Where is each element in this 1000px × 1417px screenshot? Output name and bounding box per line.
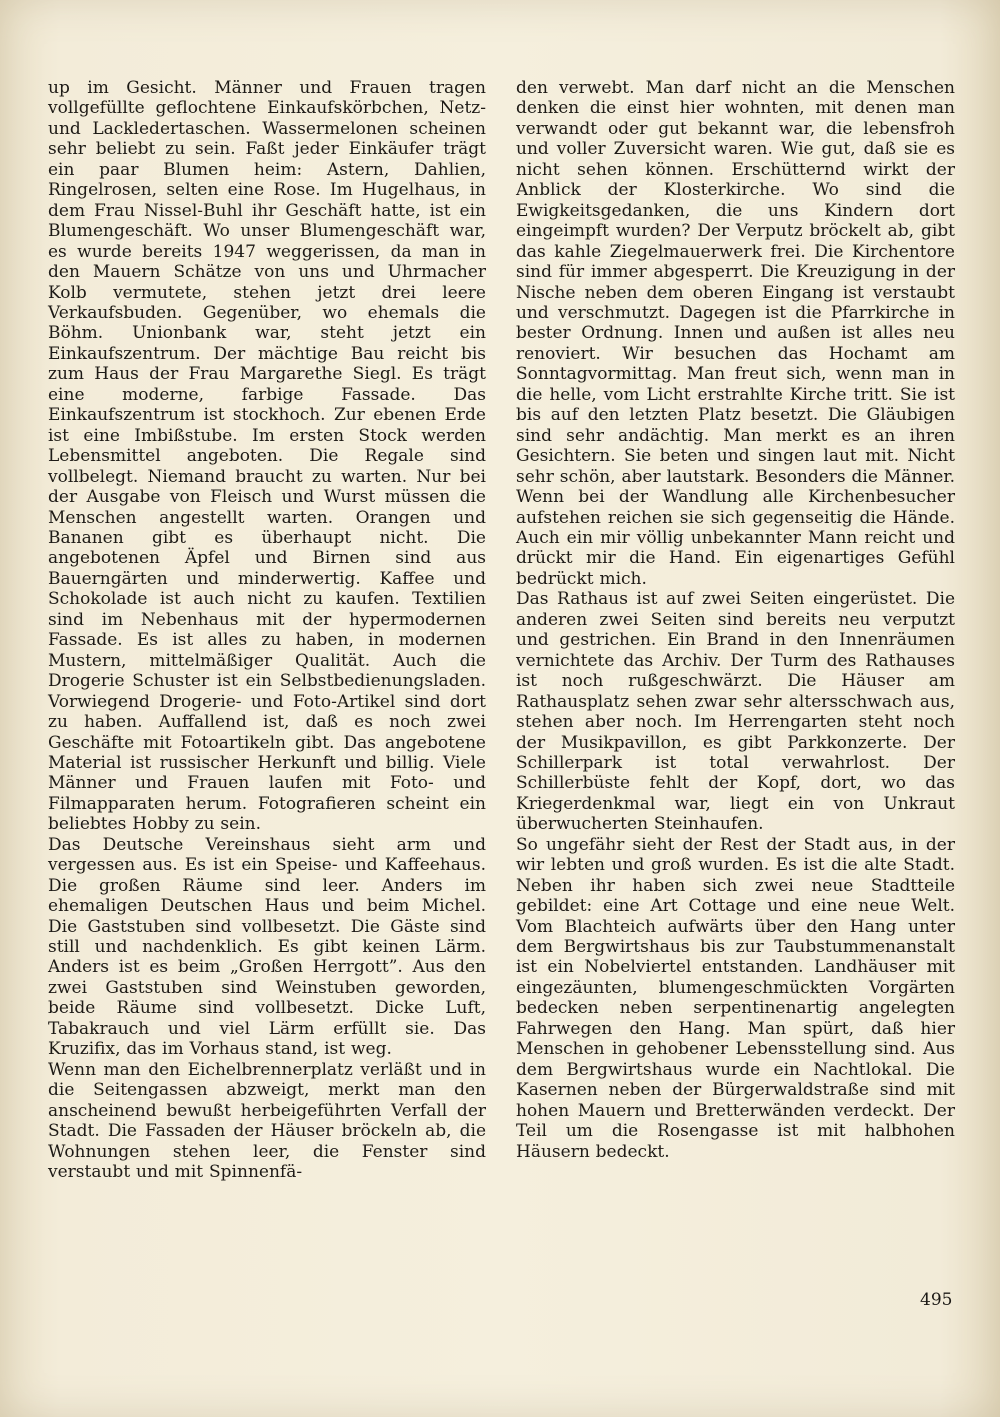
paragraph: den verwebt. Man darf nicht an die Menschen denken die einst hier wohnten, mit denen man verwandt oder gut bekannt war, die lebensfroh und voller Zuversicht waren. Wie gut, daß sie es nicht sehen können. Erschütternd wirkt der Anblick der Klosterkirche. Wo sind die Ewigkeitsgedanken, die uns Kindern dort eingeimpft wurden? Der Verputz bröckelt ab, gibt das kahle Ziegelmauerwerk frei. Die Kirchentore sind für immer abgesperrt. Die Kreuzigung in der Nische neben dem oberen Eingang ist verstaubt und verschmutzt. Dagegen ist die Pfarrkirche in bester Ordnung. Innen und außen ist alles neu renoviert. Wir besuchen das Hochamt am Sonntagvormittag. Man freut sich, wenn man in die helle, vom Licht erstrahlte Kirche tritt. Sie ist bis auf den letzten Platz besetzt. Die Gläubigen sind sehr andächtig. Man merkt es an ihren Gesichtern. Sie beten und singen laut mit. Nicht sehr schön, aber lautstark. Besonders die Männer. Wenn bei der Wandlung alle Kirchenbesucher aufstehen reichen sie sich gegenseitig die Hände. Auch ein mir völlig unbekannter Mann reicht und drückt mir die Hand. Ein eigenartiges Gefühl bedrückt mich.: [516, 78, 955, 589]
paragraph: Das Deutsche Vereinshaus sieht arm und vergessen aus. Es ist ein Speise- und Kaffeehaus. Die großen Räume sind leer. Anders im ehemaligen Deutschen Haus und beim Michel. Die Gaststuben sind vollbesetzt. Die Gäste sind still und nachdenklich. Es gibt keinen Lärm. Anders ist es beim „Großen Herrgott”. Aus den zwei Gaststuben sind Weinstuben geworden, beide Räume sind vollbesetzt. Dicke Luft, Tabakrauch und viel Lärm erfüllt sie. Das Kruzifix, das im Vorhaus stand, ist weg.: [48, 834, 486, 1060]
paragraph: Wenn man den Eichelbrennerplatz verläßt und in die Seitengassen abzweigt, merkt man den anscheinend bewußt herbeigeführten Verfall der Stadt. Die Fassaden der Häuser bröckeln ab, die Wohnungen stehen leer, die Fenster sind verstaubt und mit Spinnenfä-: [48, 1059, 486, 1183]
left-text-column: [48, 78, 486, 1182]
paragraph: So ungefähr sieht der Rest der Stadt aus, in der wir lebten und groß wurden. Es ist die alte Stadt. Neben ihr haben sich zwei neue Stadtteile gebildet: eine Art Cottage und eine neue Welt. Vom Blachteich aufwärts über den Hang unter dem Bergwirtshaus bis zur Taubstummenanstalt ist ein Nobelviertel entstanden. Landhäuser mit eingezäunten, blumengeschmückten Vorgärten bedecken neben serpentinenartig angelegten Fahrwegen den Hang. Man spürt, daß hier Menschen in gehobener Lebensstellung sind. Aus dem Bergwirtshaus wurde ein Nachtlokal. Die Kasernen neben der Bürgerwaldstraße sind mit hohen Mauern und Bretterwänden verdeckt. Der Teil um die Rosengasse ist mit halbhohen Häusern bedeckt.: [516, 834, 955, 1162]
right-text-column: [516, 78, 955, 1162]
page-number: 495: [920, 1290, 953, 1310]
paragraph: Das Rathaus ist auf zwei Seiten eingerüstet. Die anderen zwei Seiten sind bereits neu verputzt und gestrichen. Ein Brand in den Innenräumen vernichtete das Archiv. Der Turm des Rathauses ist noch rußgeschwärzt. Die Häuser am Rathausplatz sehen zwar sehr altersschwach aus, stehen aber noch. Im Herrengarten steht noch der Musikpavillon, es gibt Parkkonzerte. Der Schillerpark ist total verwahrlost. Der Schillerbüste fehlt der Kopf, dort, wo das Kriegerdenkmal war, liegt ein von Unkraut überwucherten Steinhaufen.: [516, 589, 955, 835]
paragraph: up im Gesicht. Männer und Frauen tragen vollgefüllte geflochtene Einkaufskörbchen, Netz- und Lackledertaschen. Wassermelonen scheinen sehr beliebt zu sein. Faßt jeder Einkäufer trägt ein paar Blumen heim: Astern, Dahlien, Ringelrosen, selten eine Rose. Im Hugelhaus, in dem Frau Nissel-Buhl ihr Geschäft hatte, ist ein Blumengeschäft. Wo unser Blumengeschäft war, es wurde bereits 1947 weggerissen, da man in den Mauern Schätze von uns und Uhrmacher Kolb vermutete, stehen jetzt drei leere Verkaufsbuden. Gegenüber, wo ehemals die Böhm. Unionbank war, steht jetzt ein Einkaufszentrum. Der mächtige Bau reicht bis zum Haus der Frau Margarethe Siegl. Es trägt eine moderne, farbige Fassade. Das Einkaufszentrum ist stockhoch. Zur ebenen Erde ist eine Imbißstube. Im ersten Stock werden Lebensmittel angeboten. Die Regale sind vollbelegt. Niemand braucht zu warten. Nur bei der Ausgabe von Fleisch und Wurst müssen die Menschen angestellt warten. Orangen und Bananen gibt es überhaupt nicht. Die angebotenen Äpfel und Birnen sind aus Bauerngärten und minderwertig. Kaffee und Schokolade ist auch nicht zu kaufen. Textilien sind im Nebenhaus mit der hypermodernen Fassade. Es ist alles zu haben, in modernen Mustern, mittelmäßiger Qualität. Auch die Drogerie Schuster ist ein Selbstbedienungsladen. Vorwiegend Drogerie- und Foto-Artikel sind dort zu haben. Auffallend ist, daß es noch zwei Geschäfte mit Fotoartikeln gibt. Das angebotene Material ist russischer Herkunft und billig. Viele Männer und Frauen laufen mit Foto- und Filmapparaten herum. Fotografieren scheint ein beliebtes Hobby zu sein.: [48, 78, 486, 835]
